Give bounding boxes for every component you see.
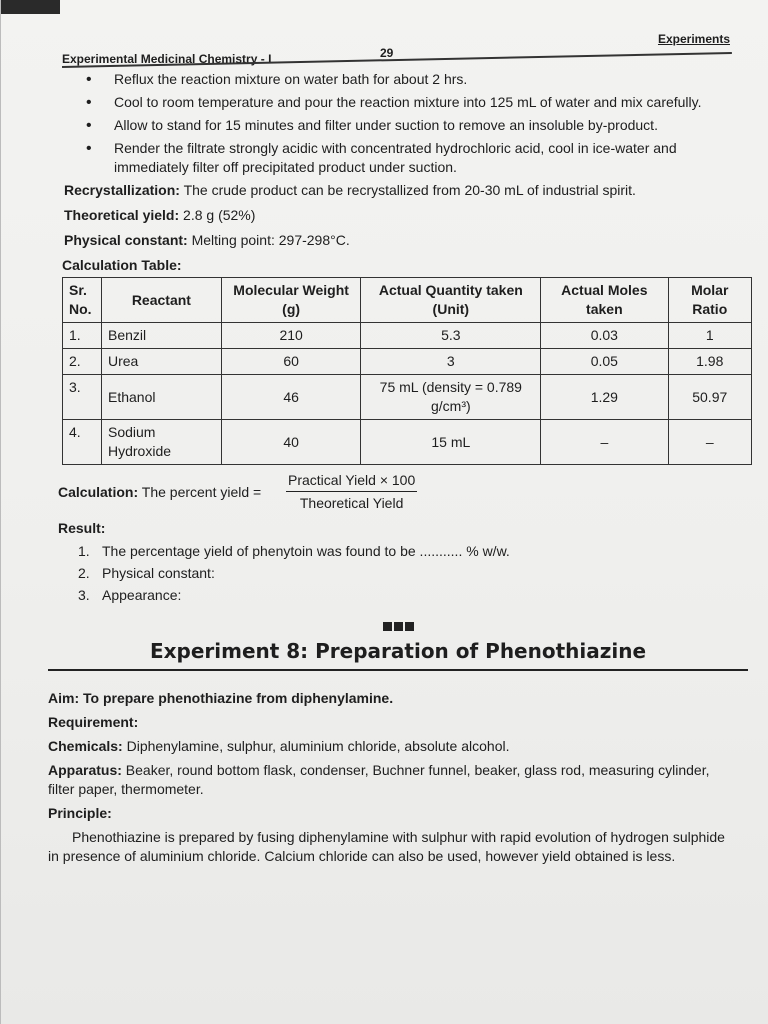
result-item: Physical constant: [102, 565, 215, 581]
calculation-description: The percent yield = [141, 484, 262, 500]
result-section [58, 519, 738, 605]
principle-text: Phenothiazine is prepared by fusing diphenylamine with sulphur with rapid evolution of hydrogen sulphide in presence of aluminium chloride. Calcium chloride can also be used, however yield obtained is less. [48, 829, 725, 864]
table-cell: 2. [63, 349, 102, 375]
physical-constant-line [64, 231, 738, 250]
table-title: Calculation Table: [62, 257, 182, 273]
calculation-label: Calculation: [58, 484, 139, 500]
table-cell: – [541, 420, 668, 465]
physical-constant-value: Melting point: 297-298°C. [191, 232, 350, 248]
requirement-heading: Requirement: [48, 714, 139, 730]
result-title: Result: [58, 520, 106, 536]
list-item: 1. The percentage yield of phenytoin was found to be ........... % w/w. [78, 543, 510, 559]
table-cell: 60 [221, 349, 361, 375]
recrystallization-label: Recrystallization: [64, 182, 180, 198]
table-cell: 210 [221, 323, 361, 349]
table-cell: 3 [361, 349, 541, 375]
table-cell: 0.05 [541, 349, 668, 375]
table-cell: 3. [63, 375, 102, 420]
result-item: The percentage yield of phenytoin was found to be ........... % w/w. [102, 543, 510, 559]
theoretical-yield-label: Theoretical yield: [64, 207, 180, 223]
table-cell: 5.3 [361, 323, 541, 349]
experiment-body [48, 689, 738, 866]
table-cell: 1 [668, 323, 751, 349]
calculation-text [58, 483, 261, 502]
theoretical-yield-value: 2.8 g (52%) [183, 207, 256, 223]
recrystallization-line [64, 181, 738, 200]
table-row [63, 349, 752, 375]
page-number: 29 [380, 46, 394, 60]
table-row [63, 420, 752, 465]
table-cell: 50.97 [668, 375, 751, 420]
table-cell: 75 mL (density = 0.789 g/cm³) [361, 375, 541, 420]
table-row [63, 323, 752, 349]
table-cell: 1.29 [541, 375, 668, 420]
page-content [48, 70, 738, 871]
table-cell: – [668, 420, 751, 465]
table-cell: Urea [102, 349, 222, 375]
experiment-title: Experiment 8: Preparation of Phenothiazine [48, 642, 748, 671]
result-list [78, 542, 738, 605]
list-item: • Allow to stand for 15 minutes and filter under suction to remove an insoluble by-product. [58, 116, 738, 135]
physical-constant-label: Physical constant: [64, 232, 188, 248]
table-cell: Ethanol [102, 375, 222, 420]
column-header: Actual Moles taken [541, 278, 668, 323]
calculation-table [62, 277, 752, 465]
running-header [62, 30, 732, 70]
chemicals-line [48, 737, 738, 756]
recrystallization-text: The crude product can be recrystallized from 20-30 mL of industrial spirit. [183, 182, 636, 198]
yield-fraction [286, 471, 417, 513]
fraction-denominator: Theoretical Yield [299, 495, 404, 511]
page-edge [0, 0, 1, 1024]
list-item: • Render the filtrate strongly acidic with concentrated hydrochloric acid, cool in ice-water and immediately filter off precipitated product under suction. [58, 139, 738, 177]
table-cell: Benzil [102, 323, 222, 349]
table-row [63, 375, 752, 420]
chemicals-label: Chemicals: [48, 738, 123, 754]
column-header: Sr. No. [63, 278, 102, 323]
table-cell: 46 [221, 375, 361, 420]
calculation-formula [58, 471, 738, 511]
column-header: Reactant [102, 278, 222, 323]
table-cell: 1. [63, 323, 102, 349]
result-item: Appearance: [102, 587, 182, 603]
column-header: Molecular Weight (g) [221, 278, 361, 323]
table-header-row [63, 278, 752, 323]
aim-line: Aim: To prepare phenothiazine from diphenylamine. [48, 690, 394, 706]
list-item: • Cool to room temperature and pour the reaction mixture into 125 mL of water and mix carefully. [58, 93, 738, 112]
fraction-numerator: Practical Yield × 100 [286, 471, 417, 492]
principle-heading: Principle: [48, 805, 112, 821]
theoretical-yield-line [64, 206, 738, 225]
header-book-title: Experimental Medicinal Chemistry - I [62, 52, 272, 66]
apparatus-text: Beaker, round bottom flask, condenser, Buchner funnel, beaker, glass rod, measuring cylinder, filter paper, thermometer. [48, 762, 710, 797]
table-cell: 1.98 [668, 349, 751, 375]
table-cell: 15 mL [361, 420, 541, 465]
page-corner-shadow [0, 0, 60, 14]
table-cell: 4. [63, 420, 102, 465]
apparatus-line [48, 761, 738, 799]
apparatus-label: Apparatus: [48, 762, 122, 778]
section-divider-ornament [58, 617, 738, 636]
table-cell: 40 [221, 420, 361, 465]
list-item: 3. Appearance: [78, 587, 182, 603]
list-item: • Reflux the reaction mixture on water bath for about 2 hrs. [58, 70, 738, 89]
header-section: Experiments [657, 32, 730, 46]
column-header: Actual Quantity taken (Unit) [361, 278, 541, 323]
list-item: 2. Physical constant: [78, 565, 215, 581]
table-cell: Sodium Hydroxide [102, 420, 222, 465]
table-cell: 0.03 [541, 323, 668, 349]
column-header: Molar Ratio [668, 278, 751, 323]
chemicals-text: Diphenylamine, sulphur, aluminium chloride, absolute alcohol. [126, 738, 510, 754]
procedure-steps [58, 70, 738, 177]
